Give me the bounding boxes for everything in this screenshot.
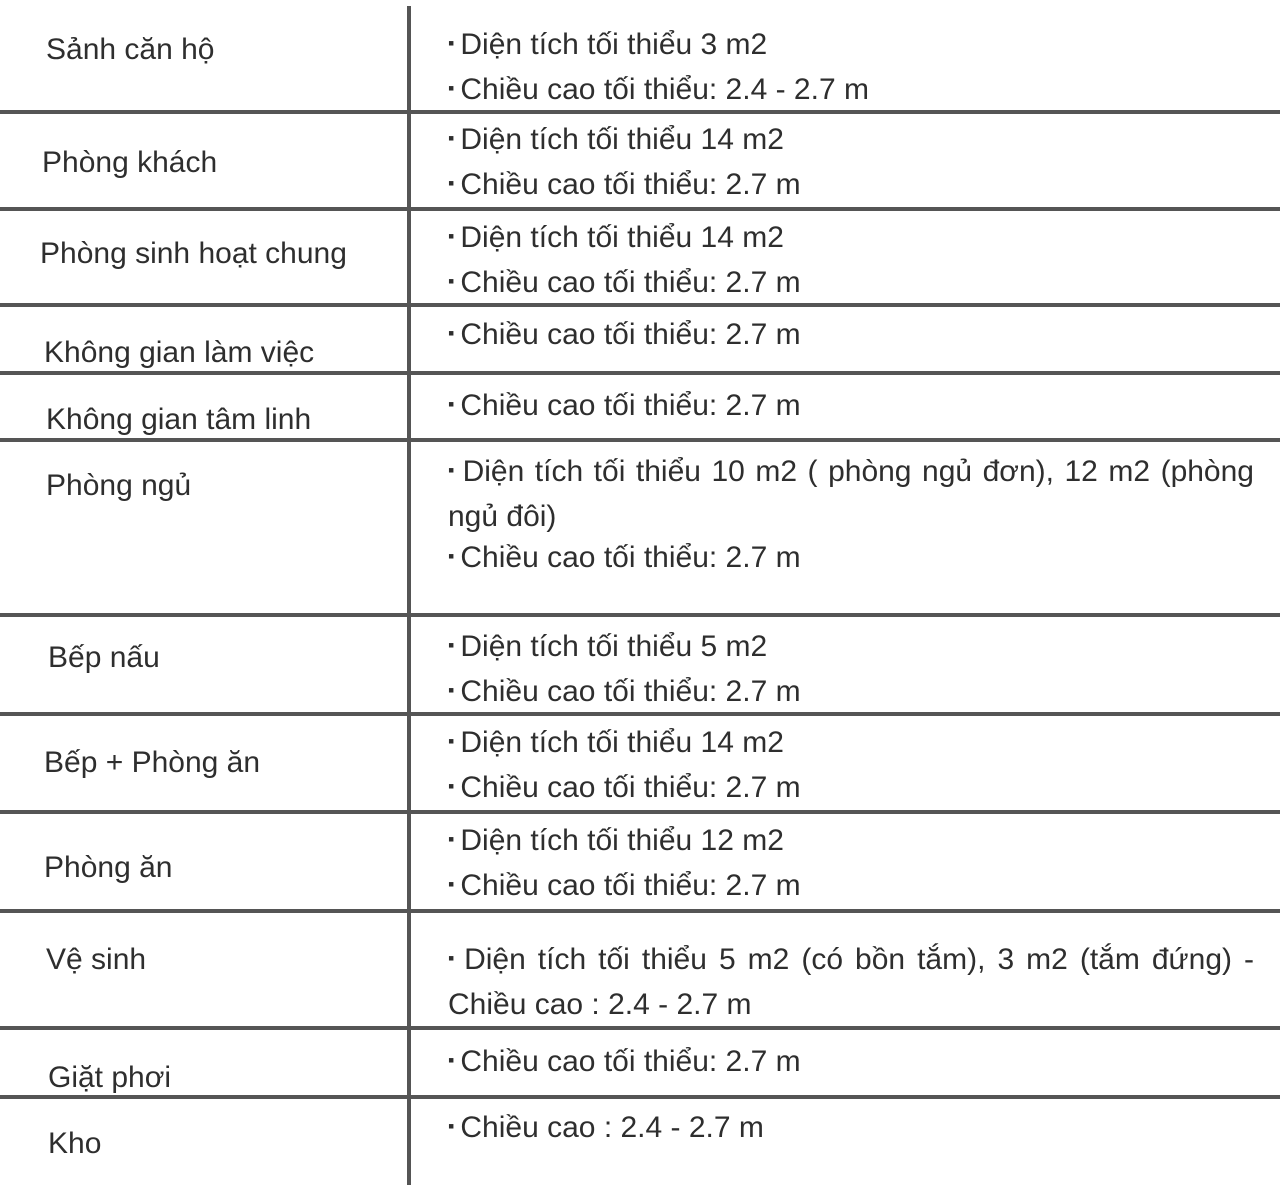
spec-line: ▪ Chiều cao tối thiểu: 2.7 m [448, 385, 1254, 430]
row-divider [0, 1026, 1280, 1030]
spec-line: ▪ Chiều cao tối thiểu: 2.7 m [448, 164, 1254, 209]
room-specs [448, 24, 1254, 114]
spec-line: ▪ Chiều cao tối thiểu: 2.7 m [448, 671, 1254, 716]
spec-line: ▪ Diện tích tối thiểu 3 m2 [448, 24, 1254, 69]
spec-line: ▪ Chiều cao tối thiểu: 2.4 - 2.7 m [448, 69, 1254, 114]
spec-line: ▪ Chiều cao tối thiểu: 2.7 m [448, 314, 1254, 359]
room-name: Phòng khách [42, 146, 218, 179]
room-specs [448, 1107, 1254, 1152]
room-name: Sảnh căn hộ [46, 33, 215, 66]
spec-line: ▪ Diện tích tối thiểu 14 m2 [448, 119, 1254, 164]
spec-line: ▪ Chiều cao : 2.4 - 2.7 m [448, 1107, 1254, 1152]
spec-line: ▪ Diện tích tối thiểu 5 m2 [448, 626, 1254, 671]
row-divider [0, 613, 1280, 617]
room-specs [448, 1041, 1254, 1086]
room-specs [448, 217, 1254, 307]
spec-line: ▪ Diện tích tối thiểu 14 m2 [448, 722, 1254, 767]
room-name: Phòng ăn [44, 851, 173, 884]
room-name: Vệ sinh [46, 943, 147, 976]
spec-line: ▪ Diện tích tối thiểu 5 m2 (có bồn tắm), 3 m2 (tắm đứng) - Chiều cao : 2.4 - 2.7 m [448, 939, 1254, 1025]
column-divider [407, 6, 411, 1185]
room-specs [448, 722, 1254, 812]
room-name: Bếp nấu [48, 641, 160, 674]
spec-line: ▪ Chiều cao tối thiểu: 2.7 m [448, 537, 1254, 582]
room-specs [448, 119, 1254, 209]
spec-line: ▪ Diện tích tối thiểu 12 m2 [448, 820, 1254, 865]
spec-line: ▪ Chiều cao tối thiểu: 2.7 m [448, 767, 1254, 812]
room-name: Kho [48, 1127, 102, 1160]
room-specs [448, 626, 1254, 716]
room-specs [448, 939, 1254, 1025]
spec-line: ▪ Chiều cao tối thiểu: 2.7 m [448, 1041, 1254, 1086]
spec-line: ▪ Chiều cao tối thiểu: 2.7 m [448, 262, 1254, 307]
room-name: Giặt phơi [48, 1061, 172, 1094]
row-divider [0, 371, 1280, 375]
spec-line: ▪ Diện tích tối thiểu 14 m2 [448, 217, 1254, 262]
room-specs [448, 451, 1254, 582]
row-divider [0, 1095, 1280, 1099]
room-name: Phòng sinh hoạt chung [40, 237, 347, 270]
room-name: Phòng ngủ [46, 469, 192, 502]
spec-line: ▪ Diện tích tối thiểu 10 m2 ( phòng ngủ đơn), 12 m2 (phòng ngủ đôi) [448, 451, 1254, 537]
room-name: Không gian làm việc [44, 336, 315, 369]
room-name: Bếp + Phòng ăn [44, 746, 261, 779]
row-divider [0, 438, 1280, 442]
room-specs [448, 820, 1254, 910]
spec-line: ▪ Chiều cao tối thiểu: 2.7 m [448, 865, 1254, 910]
room-specs [448, 314, 1254, 359]
room-name: Không gian tâm linh [46, 403, 312, 436]
room-specs [448, 385, 1254, 430]
